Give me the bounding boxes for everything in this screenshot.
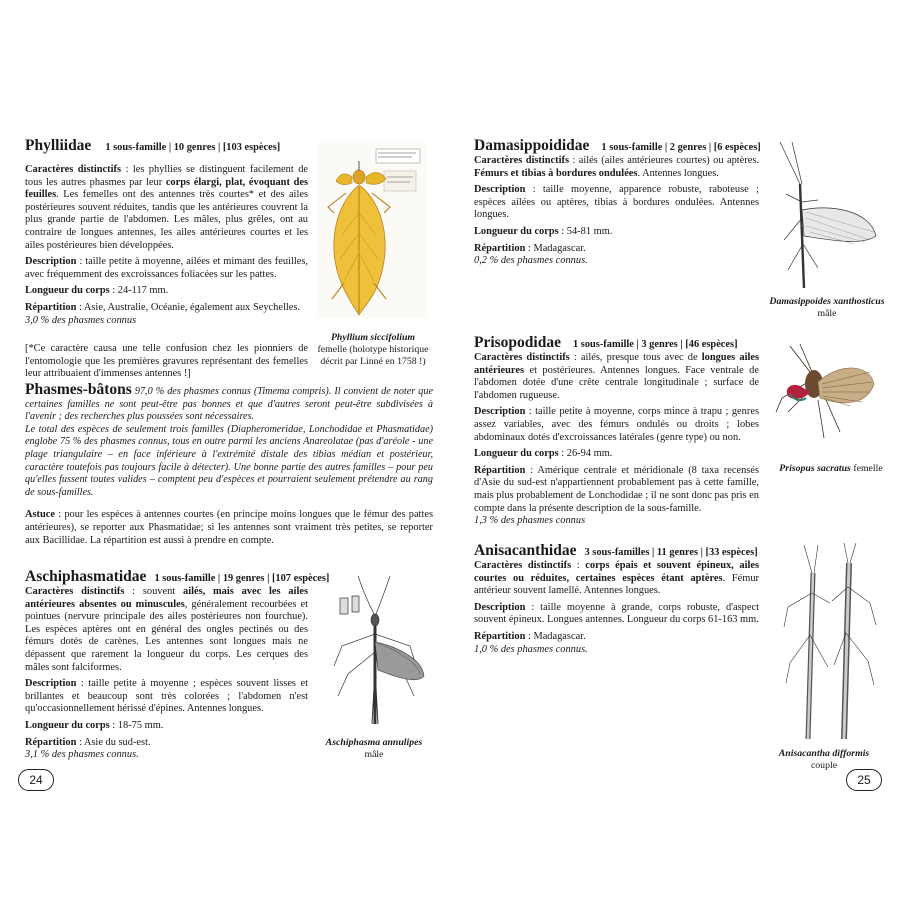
label: Caractères distinctifs (25, 164, 122, 175)
species-name: Aschiphasma annulipes (325, 737, 423, 748)
percentage: 0,2 % des phasmes connus. (474, 255, 588, 267)
label: Caractères distinctifs (474, 352, 570, 363)
text: et postérieures. Antennes longues. Face ventrale de l'abdomen dotée d'une crête centrale longitudinale ; surface de l'abdomen rugueuse. (474, 364, 759, 401)
text: 97,0 % des phasmes connus (Timema compris). Il convient de noter que certaines familles ne sont peut-être pas bonnes et que d'autres seront peut-être subdivisées à l'avenir ; des recherches plus poussées sont nécessaires. (25, 386, 433, 423)
description-paragraph (474, 602, 759, 627)
label: Répartition (25, 736, 77, 748)
label: Description (474, 601, 526, 613)
batons-paragraph: Le total des espèces de seulement trois familles (Diapheromeridae, Lonchodidae et Phasmatidae) englobe 75 % des phasmes connus, tous en outre parmi les anciens Anareolatae (pas d'aréole - une plage triangulaire – en face inférieure à l'extrémité distale des tibias médian et postérieur, caractère toutefois pas toujours facile à détecter). Une bonne partie des autres familles – pour peu qu'elles fussent toutes valides – comptent peu d'espèces et pourraient seulement prétendre au rang de sous-familles. (25, 423, 433, 498)
percentage: 1,0 % des phasmes connus. (474, 643, 588, 655)
damasippoididae-section (474, 137, 759, 268)
label: Caractères distinctifs (474, 155, 570, 166)
damasippoides-caption (765, 296, 889, 320)
label: Répartition (474, 242, 526, 254)
emphasis: longues ailes antérieures (474, 352, 759, 376)
text: : les phyllies se distinguent facilement de tous les autres phasmes par leur (25, 164, 308, 188)
text: : taille petite à moyenne, corps mince à trapu ; genres assez variables, avec des fémurs ondulés ou droits ; lobes abdominaux dotés d'excroissances latérales (genre type) ou non. (474, 406, 759, 443)
text: : 26-94 mm. (558, 448, 613, 460)
anisacanthidae-section (474, 542, 759, 656)
distribution-paragraph (25, 737, 308, 762)
section-name: Phasmes-bâtons (25, 381, 132, 398)
family-meta: 1 sous-famille | 10 genres | [103 espèces] (105, 142, 281, 153)
label: Astuce (25, 509, 56, 521)
distribution-paragraph (474, 243, 759, 268)
label: Longueur du corps (25, 285, 110, 297)
label: Description (25, 256, 77, 268)
label: Longueur du corps (474, 448, 559, 460)
text: : Asie, Australie, Océanie, également aux Seychelles. (76, 301, 300, 313)
family-header (25, 568, 330, 586)
description-paragraph (25, 678, 308, 716)
prisopodidae-section (474, 334, 759, 528)
label: Longueur du corps (474, 225, 559, 237)
family-header (474, 542, 759, 560)
distribution-paragraph (474, 631, 759, 656)
characters-paragraph (25, 586, 308, 674)
aschiphasmatidae-section (25, 568, 330, 762)
family-meta: 3 sous-familles | 11 genres | [33 espèces] (584, 547, 758, 558)
aschiphasma-caption (316, 737, 432, 761)
length-paragraph (474, 448, 759, 461)
percentage: 3,1 % des phasmes connus. (25, 749, 139, 761)
characters-paragraph (474, 352, 759, 402)
emphasis: corps élargi, plat, évoquant des feuilles (25, 176, 309, 201)
text: : ailés (ailes antérieures courtes) ou aptères. (569, 155, 759, 166)
family-meta: 1 sous-famille | 3 genres | [46 espèces] (572, 339, 738, 350)
length-paragraph (25, 720, 308, 733)
specimen-label-icon (376, 149, 420, 163)
aschiphasma-engraving (318, 574, 430, 734)
text: : taille moyenne à grande, corps robuste, d'aspect souvent épineux. Longues antennes. Longueur du corps 61-163 mm. (474, 601, 759, 626)
label: Description (474, 184, 526, 196)
emphasis: ailés, mais avec les ailes antérieures absentes ou minuscules (25, 586, 308, 610)
characters-paragraph (474, 560, 759, 598)
family-meta: 1 sous-famille | 2 genres | [6 espèces] (601, 142, 761, 153)
family-header (25, 137, 308, 155)
text: . Les femelles ont des antennes très courtes* et des ailes postérieures souvent réduites, tandis que les antérieures couvrent la plus grande partie de l'abdomen. Les mâles, plus grêles, ont au contraire de longues antennes, les ailes antérieures courtes et les ailes postérieures bien développées. (25, 189, 308, 251)
caption-text: mâle (817, 308, 837, 319)
note-paragraph: [*Ce caractère causa une telle confusion chez les pionniers de l'entomologie que les premières gravures représentant des femelles leur attribuaient d'immenses antennes !] (25, 343, 308, 380)
anisacantha-engraving (782, 543, 878, 743)
prisopus-caption (766, 463, 896, 475)
astuce-paragraph (25, 509, 433, 547)
description-paragraph (474, 184, 759, 222)
label: Description (25, 678, 77, 690)
label: Répartition (474, 464, 526, 476)
text: : Amérique centrale et méridionale (8 taxa recensés d'Asie du sud-est n'appartiennent probablement pas à cette famille, mais plus probablement de Lonchodidae ; il ne sont donc pas pris en compte dans la présente description de la sous-famille. (474, 464, 759, 514)
family-header (474, 334, 759, 352)
distribution-paragraph (25, 302, 308, 327)
description-paragraph (474, 406, 759, 444)
text: : Asie du sud-est. (76, 736, 151, 748)
family-name: Aschiphasmatidae (25, 568, 147, 585)
text: . Antennes longues. (637, 167, 719, 179)
phyllium-caption (312, 332, 434, 368)
species-name: Phyllium siccifolium (330, 332, 416, 343)
emphasis: corps épais et souvent épineux, ailes courtes ou réduites, certaines espèces étant aptères (474, 560, 760, 584)
family-name: Prisopodidae (474, 334, 561, 351)
text: . Fémur antérieur souvent lamellé. Antennes longues. (474, 572, 759, 597)
family-name: Phylliidae (25, 137, 92, 154)
text: : taille moyenne, apparence robuste, raboteuse ; espèces ailées ou aptères, tibias à bordures ondulées. Antennes longues. (474, 184, 759, 221)
label: Description (474, 406, 526, 418)
label: Caractères distinctifs (474, 560, 572, 571)
text: : taille petite à moyenne ; espèces souvent lisses et brillantes et beaucoup sont très colorées ; l'abdomen n'est qu'occasionnellement hérissé d'épines. Antennes longues. (25, 678, 308, 715)
text: : souvent (124, 586, 183, 597)
label: Longueur du corps (25, 719, 110, 731)
caption-text: mâle (364, 749, 384, 760)
description-paragraph (25, 256, 308, 281)
distribution-paragraph (474, 465, 759, 528)
text: , généralement recourbées et pointues (nervure principale des ailes postérieures non fourchue). Les espèces aptères ont en général des ongles pectinés ou des fémurs dotés de carènes. Les antennes sont longues mais ne dépassent que rarement la longueur du corps. Les cerques des mâles sont falciformes. (25, 598, 308, 673)
species-name: Prisopus sacratus (779, 463, 851, 474)
label: Répartition (25, 301, 77, 313)
percentage: 1,3 % des phasmes connus (474, 515, 586, 527)
text: : (571, 560, 586, 571)
label: Répartition (474, 630, 526, 642)
species-name: Damasippoides xanthosticus (769, 296, 885, 307)
text: : 54-81 mm. (558, 225, 613, 237)
family-header (474, 137, 759, 155)
text: : 24-117 mm. (109, 285, 169, 297)
prisopus-photo (770, 342, 880, 442)
text: : taille petite à moyenne, ailées et mimant des feuilles, avec fréquemment des excroissances foliacées sur les pattes. (25, 256, 308, 280)
text: : ailés, presque tous avec de (569, 352, 702, 363)
label: Caractères distinctifs (25, 586, 125, 597)
damasippoides-engraving (770, 140, 880, 290)
phylliidae-section (25, 137, 308, 327)
text: : Madagascar. (525, 630, 586, 642)
phasmes-batons-section (25, 381, 433, 547)
length-paragraph (474, 226, 759, 239)
text: : 18-75 mm. (109, 719, 164, 731)
caption-text: femelle (853, 463, 883, 474)
text: : Madagascar. (525, 242, 586, 254)
length-paragraph (25, 285, 308, 298)
page-number-left: 24 (18, 769, 54, 791)
characters-paragraph (474, 155, 759, 180)
family-name: Damasippoididae (474, 137, 590, 154)
caption-text: couple (810, 760, 838, 771)
family-meta: 1 sous-famille | 19 genres | [107 espèces] (154, 573, 330, 584)
species-name: Anisacantha difformis (778, 748, 870, 759)
text: : pour les espèces à antennes courtes (en principe moins longues que le fémur des pattes antérieures), se reporter aux Phasmatidae; si les antennes sont vraiment très petites, se reporter aux Bacillidae. La répartition est aussi à prendre en compte. (25, 509, 433, 546)
batons-intro (25, 381, 433, 424)
emphasis: Fémurs et tibias à bordures ondulées (474, 167, 638, 179)
page-number-right: 25 (846, 769, 882, 791)
characters-paragraph (25, 164, 308, 252)
family-name: Anisacanthidae (474, 542, 577, 559)
caption-text: femelle (holotype historique décrit par Linné en 1758 !) (317, 344, 429, 367)
phyllium-specimen-photo (316, 143, 428, 318)
percentage: 3,0 % des phasmes connus (25, 314, 137, 326)
